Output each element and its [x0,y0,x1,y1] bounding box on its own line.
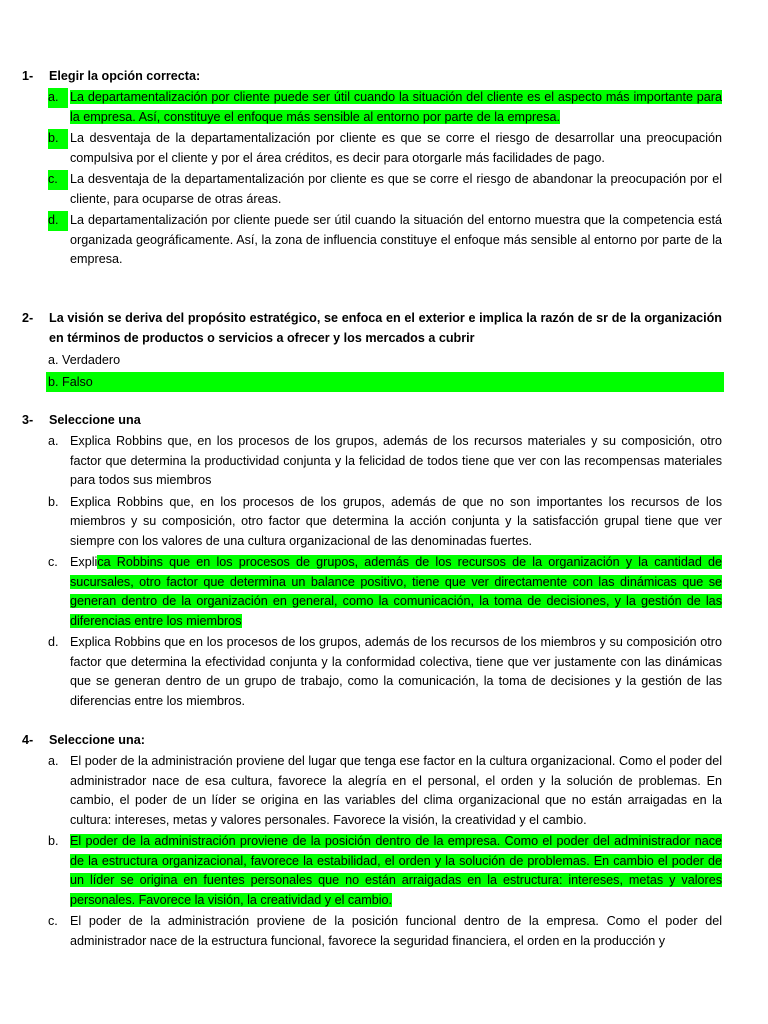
option-text-prefix: Expli [70,555,98,569]
option-a [22,752,722,830]
question-4-header [22,730,722,750]
option-letter: a. [48,754,59,768]
option-text: La departamentalización por cliente puede ser útil cuando la situación del cliente es el aspecto más importante para la empresa. Así, constituye el enfoque más sensible al entorno por parte de la empresa. [70,90,722,124]
question-number: 3- [22,413,34,427]
question-2-header [22,308,722,348]
option-d [22,633,722,711]
option-b [22,832,722,910]
option-text: El poder de la administración proviene de la posición funcional dentro de la empresa. Como el poder del administrador nace de la estructura funcional, favorece la seguridad financiera, el orden en la producción y [70,914,722,948]
option-text: Explica Robbins que, en los procesos de los grupos, además de que no son importantes los recursos de los miembros y su composición, otro factor que determina la acción conjunta y la satisfacción grupal tiene que ver siempre con los valores de una cultura organizacional de las denominadas fuertes. [70,494,722,548]
option-b [22,129,722,168]
option-letter: b. [48,834,59,848]
question-1 [22,66,722,270]
option-letter: b. [48,494,59,509]
option-a [22,432,722,491]
option-letter: c. [48,170,68,190]
option-c [22,170,722,209]
option-letter: d. [48,635,59,649]
question-number: 1- [22,69,34,83]
option-text: ca Robbins que en los procesos de grupos, además de los recursos de la organización y la cantidad de sucursales, otro factor que determina un balance positivo, tiene que ver directamente con las dinámicas que se generan dentro de la organización en general, como la comunicación, la toma de decisiones, y la gestión de las diferencias entre los miembros [70,555,722,628]
option-text: La desventaja de la departamentalización por cliente es que se corre el riesgo de desarrollar una preocupación compulsiva por el cliente y por el área créditos, es decir para otorgarle más facilidades de pago. [70,131,722,165]
option-c [22,553,722,631]
option-letter: c. [48,914,58,928]
question-prompt: Seleccione una [49,413,141,427]
option-c [22,912,722,951]
option-text: La desventaja de la departamentalización por cliente es que se corre el riesgo de abandonar la preocupación por el cliente, para ocuparse de otras áreas. [70,172,722,206]
option-text: Explica Robbins que en los procesos de los grupos, además de los recursos de los miembros y su composición otro factor que determina la efectividad conjunta y la conformidad colectiva, tiene que ver justamente con las dinámicas que se generan dentro de un grupo de trabajo, como la comunicación, la toma de decisiones y la gestión de las diferencias entre los miembros. [70,635,722,708]
option-letter: a. [48,434,59,448]
option-a [22,88,722,127]
option-letter: d. [48,211,68,231]
option-true: a. Verdadero [48,353,121,367]
option-d [22,211,722,270]
option-text: El poder de la administración proviene del lugar que tenga ese factor en la cultura organizacional. Como el poder del administrador nace de esa cultura, favorece la alegría en el personal, el orden y la solución de problemas. En cambio, el poder de un líder se origina en las variables del clima organizacional que no están arraigadas en la cultura: intereses, metas y valores personales. Favorece la visión, la creatividad y el cambio. [70,754,722,827]
question-2 [22,308,722,392]
question-number: 2- [22,311,34,325]
option-letter: b. [48,129,68,149]
option-letter: a. [48,88,68,108]
question-prompt: Seleccione una: [49,733,145,747]
question-4 [22,730,722,951]
option-text: El poder de la administración proviene de la posición dentro de la empresa. Como el poder del administrador nace de la estructura organizacional, favorece la estabilidad, el orden y la solución de problemas. En cambio el poder de un líder se origina en fuentes personales que no están arraigadas en la estructura: intereses, metas y valores personales. Favorece la visión, la creatividad y el cambio. [70,834,722,907]
option-b [22,493,722,552]
option-text: Explica Robbins que, en los procesos de los grupos, además de los recursos materiales y su composición, otro factor que determina la productividad conjunta y la felicidad de todos tiene que ver con las recompensas materiales para todos sus miembros [70,434,722,487]
question-prompt: La visión se deriva del propósito estratégico, se enfoca en el exterior e implica la razón de sr de la organización en términos de productos o servicios a ofrecer y los mercados a cubrir [49,311,722,345]
question-3-header [22,410,722,430]
question-1-header [22,66,722,86]
option-false: b. Falso [46,372,724,392]
question-3 [22,410,722,711]
question-number: 4- [22,733,34,747]
option-letter: c. [48,555,58,569]
option-text: La departamentalización por cliente puede ser útil cuando la situación del entorno muestra que la competencia está organizada geográficamente. Así, la zona de influencia constituye el enfoque más sensible al entorno por parte de la empresa. [70,213,722,266]
question-prompt: Elegir la opción correcta: [49,69,201,83]
